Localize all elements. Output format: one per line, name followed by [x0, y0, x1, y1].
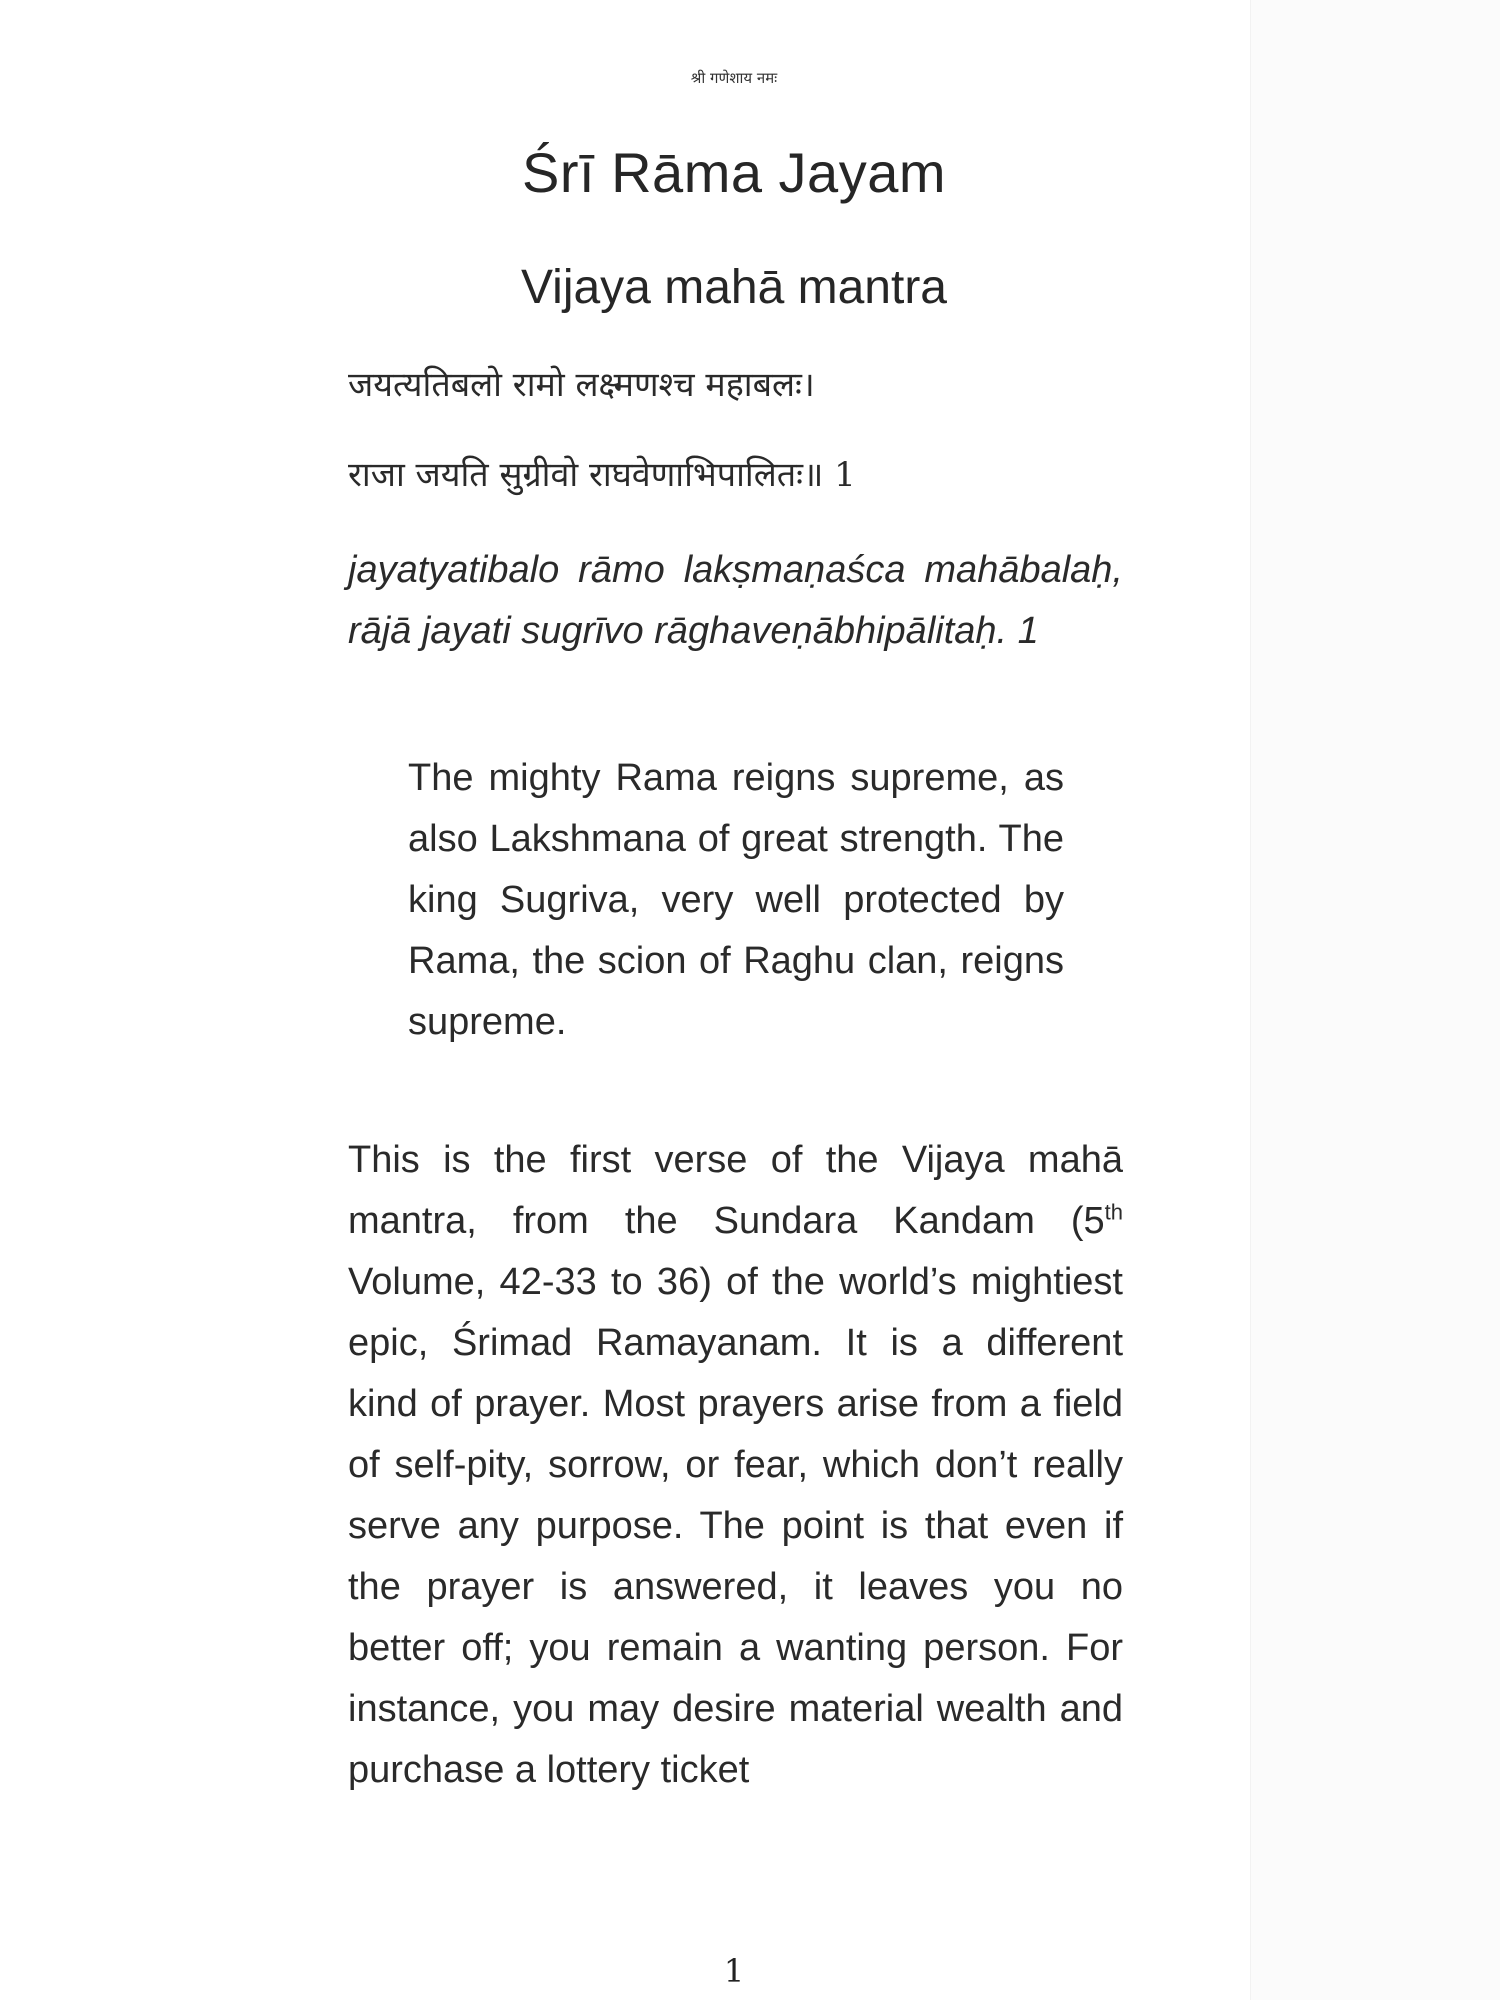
invocation-header: श्री गणेशाय नमः: [690, 69, 778, 87]
sanskrit-verse-line-2: राजा जयति सुग्रीवो राघवेणाभिपालितः॥ 1: [348, 455, 856, 495]
ordinal-superscript: th: [1104, 1199, 1123, 1225]
explanation-text-part-1: This is the first verse of the Vijaya mahā mantra, from the Sundara Kandam (5: [348, 1139, 1123, 1242]
page-number: 1: [723, 1952, 745, 1990]
page-subtitle: Vijaya mahā mantra: [521, 261, 947, 314]
verse-transliteration: jayatyatibalo rāmo lakṣmaṇaśca mahābalaḥ, rājā jayati sugrīvo rāghaveṇābhipālitaḥ. 1: [348, 549, 1123, 652]
verse-translation: The mighty Rama reigns supreme, as also Lakshmana of great strength. The king Sugriva, very well protected by Rama, the scion of Raghu clan, reigns supreme.: [408, 757, 1064, 1043]
explanation-paragraph: [348, 1130, 1123, 1801]
page-title: Śrī Rāma Jayam: [522, 141, 946, 204]
explanation-text-part-2: Volume, 42-33 to 36) of the world’s mightiest epic, Śrimad Ramayanam. It is a different kind of prayer. Most prayers arise from a field of self-pity, sorrow, or fear, which don’t really serve any purpose. The point is that even if the prayer is answered, it leaves you no better off; you remain a wanting person. For instance, you may desire material wealth and purchase a lottery ticket: [348, 1261, 1123, 1791]
sanskrit-verse-line-1: जयत्यतिबलो रामो लक्ष्मणश्च महाबलः।: [348, 365, 815, 405]
